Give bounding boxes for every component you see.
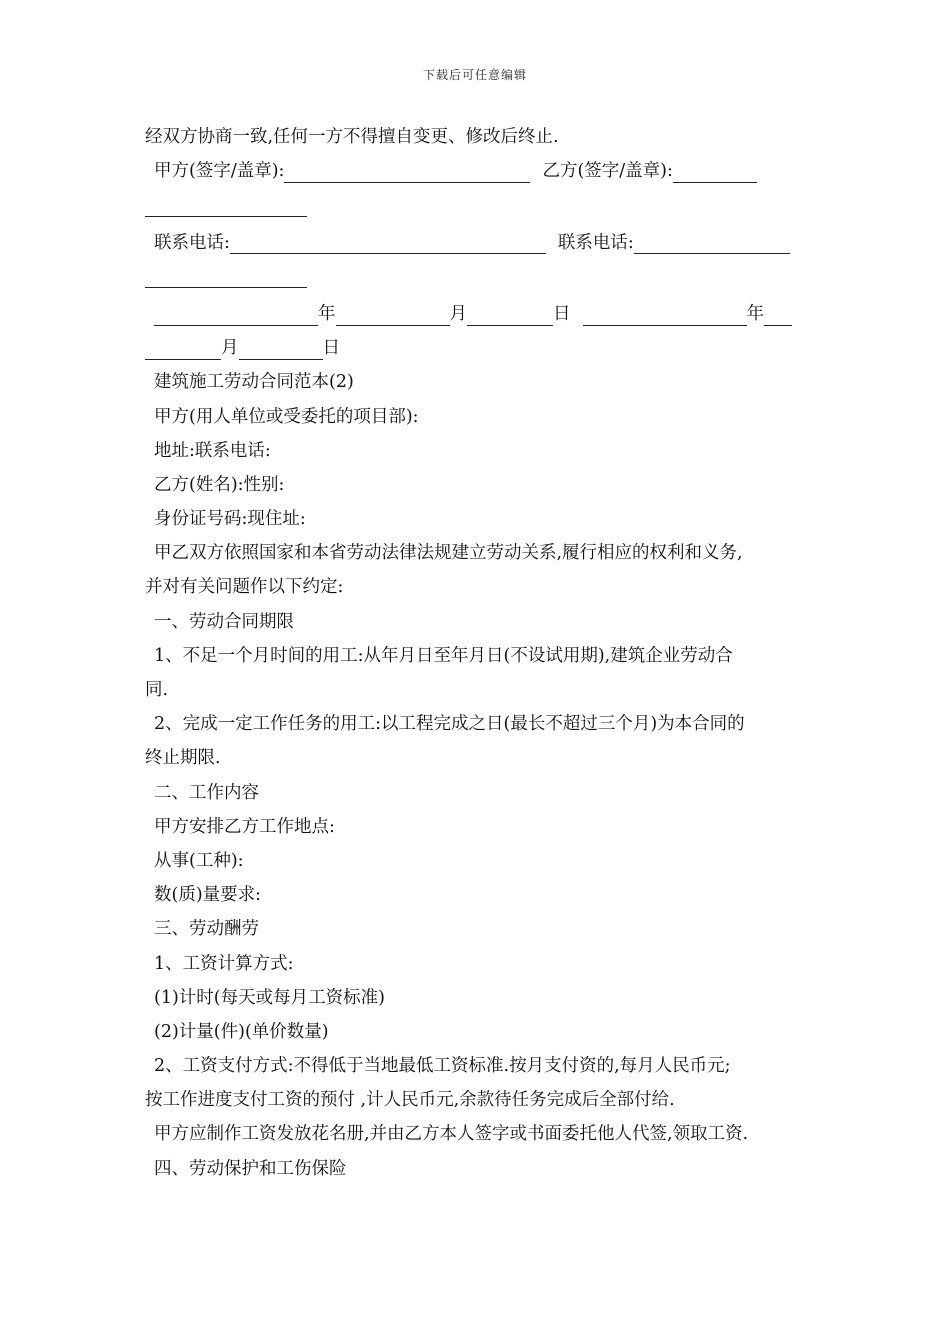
section-1-heading: 一、劳动合同期限 (154, 611, 294, 632)
date-row-continued (145, 331, 810, 365)
section-4-heading: 四、劳动保护和工伤保险 (154, 1158, 347, 1179)
party-b-sign-blank-continued (145, 194, 307, 217)
wage-payment-line: 2、工资支付方式:不得低于当地最低工资标准.按月支付资的,每月人民币元; (154, 1056, 731, 1077)
phone-b-label: 联系电话: (557, 232, 634, 253)
party-a-sign-blank (284, 160, 530, 183)
party-a-line: 甲方(用人单位或受委托的项目部): (154, 406, 419, 427)
section-2-heading: 二、工作内容 (154, 782, 259, 803)
wage-calc-line: 1、工资计算方式: (154, 953, 294, 974)
month-a-label: 月 (449, 303, 467, 324)
document-body (145, 120, 810, 1186)
party-b-sign-label: 乙方(签字/盖章): (542, 161, 673, 182)
month-b-blank-continued (145, 337, 221, 360)
intro-paragraph-continued: 并对有关问题作以下约定: (145, 577, 344, 598)
phone-b-blank-continued (145, 265, 307, 288)
phone-a-label: 联系电话: (154, 232, 230, 253)
day-b-label: 日 (322, 338, 340, 359)
work-type-line: 从事(工种): (154, 850, 244, 871)
section-1-clause-1: 1、不足一个月时间的用工:从年月日至年月日(不设试用期),建筑企业劳动合 (154, 645, 733, 666)
id-address-line: 身份证号码:现住址: (154, 509, 306, 530)
wage-payment-line-continued: 按工作进度支付工资的预付 ,计人民币元,余款待任务完成后全部付给. (145, 1090, 675, 1111)
section-3-heading: 三、劳动酬劳 (154, 919, 259, 940)
day-b-blank (239, 337, 323, 360)
page-header-note: 下载后可任意编辑 (422, 68, 527, 82)
contract-title: 建筑施工劳动合同范本(2) (154, 372, 354, 393)
section-1-clause-2-continued: 终止期限. (145, 748, 221, 769)
year-a-blank (154, 303, 318, 326)
year-b-blank (583, 303, 747, 326)
phone-row (145, 226, 810, 260)
signature-row-continued (145, 188, 810, 222)
year-b-label: 年 (746, 303, 764, 324)
wage-roster-line: 甲方应制作工资发放花名册,并由乙方本人签字或书面委托他人代签,领取工资. (154, 1124, 749, 1145)
day-a-blank (467, 303, 553, 326)
month-b-blank (764, 303, 792, 326)
month-b-label: 月 (221, 338, 239, 359)
work-location-line: 甲方安排乙方工作地点: (154, 816, 335, 837)
section-1-clause-1-continued: 同. (145, 680, 169, 700)
day-a-label: 日 (553, 303, 571, 324)
month-a-blank (336, 303, 450, 326)
wage-time-line: (1)计时(每天或每月工资标准) (154, 987, 385, 1008)
closing-clause: 经双方协商一致,任何一方不得擅自变更、修改后终止. (145, 127, 559, 147)
date-row (145, 297, 810, 331)
year-a-label: 年 (318, 303, 336, 324)
address-phone-line: 地址:联系电话: (154, 440, 271, 461)
section-1-clause-2: 2、完成一定工作任务的用工:以工程完成之日(最长不超过三个月)为本合同的 (154, 714, 745, 735)
party-b-line: 乙方(姓名):性别: (154, 474, 285, 495)
phone-b-blank (634, 231, 790, 254)
signature-row (145, 154, 810, 188)
phone-row-continued (145, 260, 810, 294)
intro-paragraph: 甲乙双方依照国家和本省劳动法律法规建立劳动关系,履行相应的权利和义务, (154, 543, 743, 564)
wage-piece-line: (2)计量(件)(单价数量) (154, 1021, 329, 1042)
party-b-sign-blank (673, 160, 757, 183)
party-a-sign-label: 甲方(签字/盖章): (154, 161, 285, 182)
quantity-requirement-line: 数(质)量要求: (154, 885, 262, 906)
phone-a-blank (230, 231, 546, 254)
